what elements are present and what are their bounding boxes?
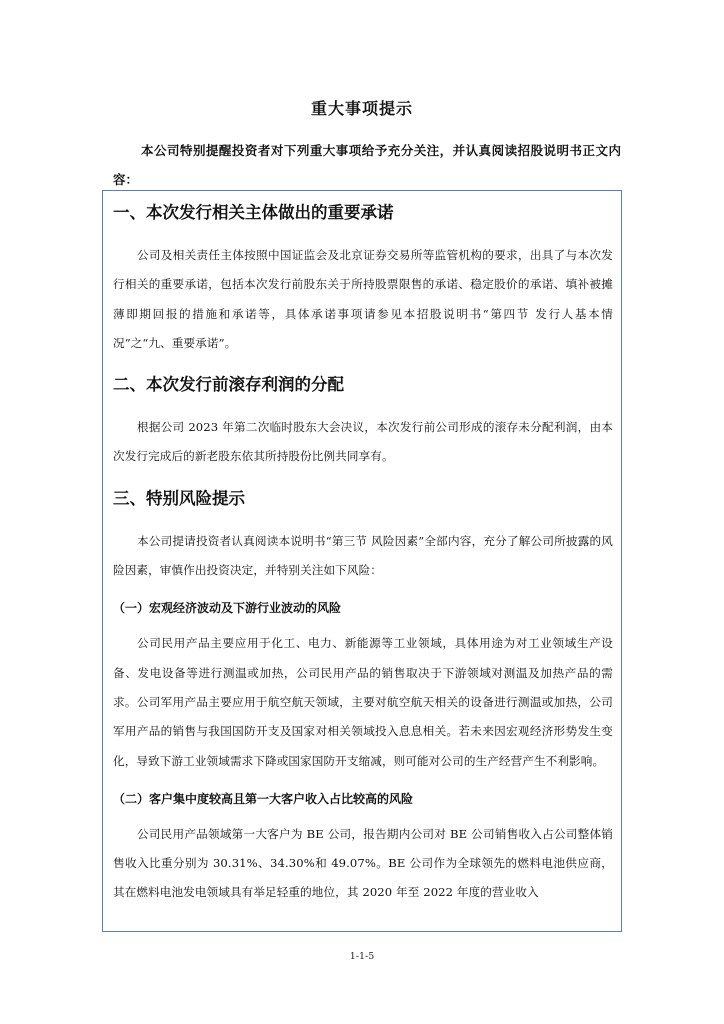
risk-heading-macro: （一）宏观经济波动及下游行业波动的风险 xyxy=(113,601,342,616)
intro-paragraph: 本公司特别提醒投资者对下列重大事项给予充分关注，并认真阅读招股说明书正文内容： xyxy=(113,143,621,187)
content-box xyxy=(102,190,622,932)
section-paragraph-risk-warning: 本公司提请投资者认真阅读本说明书“第三节 风险因素”全部内容，充分了解公司所披露的风险因素，审慎作出投资决定，并特别关注如下风险： xyxy=(113,533,613,578)
section-heading-risk-warning: 三、特别风险提示 xyxy=(113,488,245,508)
section-paragraph-commitments: 公司及相关责任主体按照中国证监会及北京证券交易所等监管机构的要求，出具了与本次发行相关的重要承诺，包括本次发行前股东关于所持股票限售的承诺、稳定股价的承诺、填补被摊薄即期回报的措施和承诺等，具体承诺事项请参见本招股说明书“第四节 发行人基本情况”之“九、重要承诺”。 xyxy=(113,248,613,350)
page-number: 1-1-5 xyxy=(349,951,375,962)
risk-paragraph-customer-concentration: 公司民用产品领域第一大客户为 BE 公司，报告期内公司对 BE 公司销售收入占公司整体销售收入比重分别为 30.31%、34.30%和 49.07%。BE 公司作为全球领先的燃料电池供应商，其在燃料电池发电领域具有举足轻重的地位，其 2020 年至 2022 年度的营业收入 xyxy=(113,826,613,900)
page-title: 重大事项提示 xyxy=(310,99,413,118)
risk-heading-customer-concentration: （二）客户集中度较高且第一大客户收入占比较高的风险 xyxy=(113,791,414,806)
risk-paragraph-macro: 公司民用产品主要应用于化工、电力、新能源等工业领域，具体用途为对工业领域生产设备、发电设备等进行测温或加热，公司民用产品的销售取决于下游领域对测温及加热产品的需求。公司军用产品主要应用于航空航天领域，主要对航空航天相关的设备进行测温或加热，公司军用产品的销售与我国国防开支及国家对相关领域投入息息相关。若未来因宏观经济形势发生变化，导致下游工业领域需求下降或国家国防开支缩减，则可能对公司的生产经营产生不利影响。 xyxy=(113,636,613,768)
section-heading-profit-distribution: 二、本次发行前滚存利润的分配 xyxy=(113,375,344,395)
section-heading-commitments: 一、本次发行相关主体做出的重要承诺 xyxy=(113,203,394,222)
section-paragraph-profit-distribution: 根据公司 2023 年第二次临时股东大会决议，本次发行前公司形成的滚存未分配利润，由本次发行完成后的新老股东依其所持股份比例共同享有。 xyxy=(113,420,613,464)
content-inner xyxy=(113,199,613,908)
